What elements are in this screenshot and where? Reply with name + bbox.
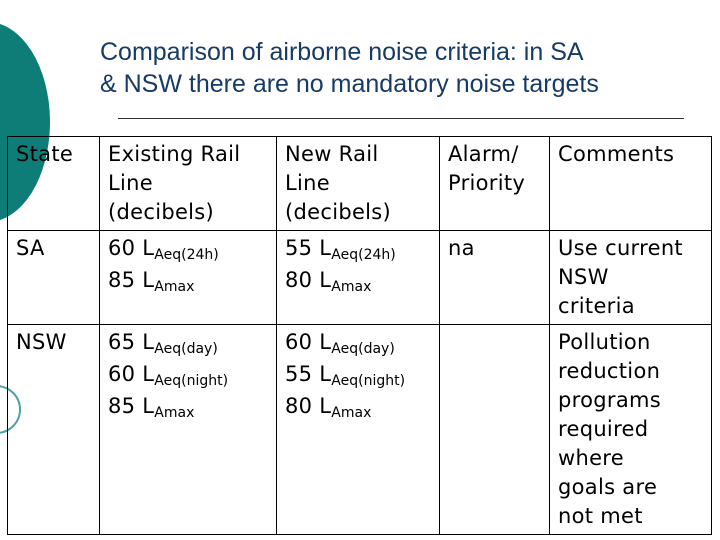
table-row (8, 231, 712, 325)
cell-existing (100, 231, 277, 325)
table-header-row (8, 137, 712, 231)
value-line: 80 LAmax (285, 394, 372, 421)
noise-criteria-table (7, 136, 712, 535)
cell-state: SA (8, 231, 100, 325)
cell-new (277, 231, 440, 325)
cell-new (277, 325, 440, 535)
header-state: State (8, 137, 100, 231)
cell-state: NSW (8, 325, 100, 535)
cell-comments: Use current NSW criteria (550, 231, 712, 325)
cell-alarm: na (440, 231, 550, 325)
title-line-2: & NSW there are no mandatory noise targets (100, 70, 599, 98)
header-existing: Existing Rail Line (decibels) (100, 137, 277, 231)
title-divider (118, 118, 684, 119)
cell-existing (100, 325, 277, 535)
slide-title (100, 36, 700, 100)
header-alarm: Alarm/ Priority (440, 137, 550, 231)
header-new: New Rail Line (decibels) (277, 137, 440, 231)
value-line: 65 LAeq(day) (108, 330, 218, 357)
title-line-1: Comparison of airborne noise criteria: in SA (100, 38, 584, 66)
value-line: 55 LAeq(night) (285, 362, 406, 389)
cell-alarm (440, 325, 550, 535)
value-line: 80 LAmax (285, 268, 372, 295)
value-line: 85 LAmax (108, 394, 195, 421)
value-line: 60 LAeq(night) (108, 362, 229, 389)
value-line: 85 LAmax (108, 268, 195, 295)
cell-comments: Pollution reduction programs required where goals are not met (550, 325, 712, 535)
header-comments: Comments (550, 137, 712, 231)
table-row (8, 325, 712, 535)
value-line: 60 LAeq(24h) (108, 236, 219, 263)
value-line: 55 LAeq(24h) (285, 236, 396, 263)
value-line: 60 LAeq(day) (285, 330, 395, 357)
